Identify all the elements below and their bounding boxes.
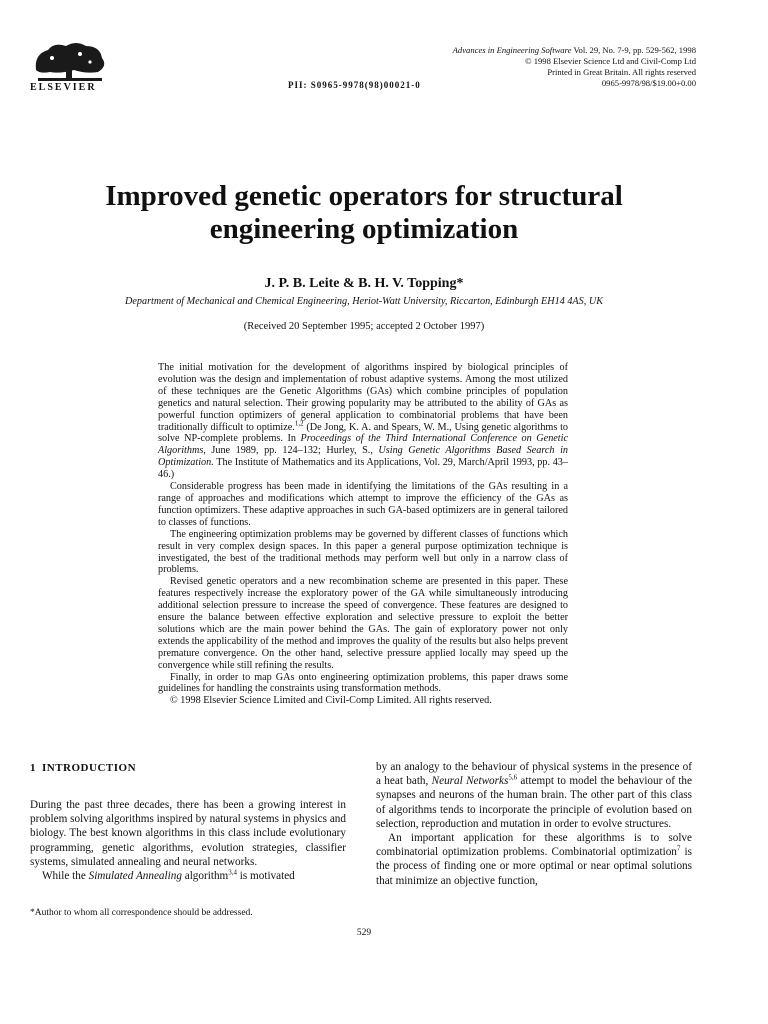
title-line-2: engineering optimization (209, 213, 519, 245)
abstract-paragraph-5: Finally, in order to map GAs onto engineering optimization problems, this paper draws some guidelines for handling the constraints using transformation methods. (158, 671, 568, 695)
abstract (158, 362, 568, 707)
pii-code: PII: S0965-9978(98)00021-0 (288, 80, 421, 90)
journal-issn: 0965-9978/98/$19.00+0.00 (601, 78, 696, 88)
received-dates: (Received 20 September 1995; accepted 2 October 1997) (243, 321, 485, 332)
abstract-paragraph-2: Considerable progress has been made in identifying the limitations of the GAs resulting in a range of approaches and modifications which attempt to improve the efficiency of the GAs as function optimizers. These adaptive approaches in such GA-based optimizers are in general tailored to classes of functions. (158, 481, 568, 528)
author-footnote: *Author to whom all correspondence should be addressed. (30, 908, 253, 918)
section-heading (30, 762, 136, 774)
section-title: INTRODUCTION (42, 762, 137, 774)
abstract-copyright: © 1998 Elsevier Science Limited and Civil-Comp Limited. All rights reserved. (170, 695, 492, 707)
authors: J. P. B. Leite & B. H. V. Topping* (264, 276, 464, 291)
right-column (376, 760, 692, 888)
journal-info (356, 45, 696, 89)
title-line-1: Improved genetic operators for structural (105, 180, 623, 212)
journal-printed: Printed in Great Britain. All rights reserved (547, 67, 696, 77)
journal-copyright: © 1998 Elsevier Science Ltd and Civil-Comp Ltd (525, 56, 696, 66)
intro-paragraph-1: During the past three decades, there has been a growing interest in problem solving algorithms inspired by natural systems in physics and biology. The best known algorithms in this class include evolutionary programming, genetic algorithms, evolution strategies, classifier systems, simulated annealing and neural networks. (30, 799, 346, 868)
intro-paragraph-4: An important application for these algorithms is to solve combinatorial optimization problems. Combinatorial optimization$^7$ is the process of finding one or more optimal or near optimal solutions that minimize an objective function, (376, 832, 692, 887)
abstract-paragraph-1: The initial motivation for the development of algorithms inspired by biological principles of evolution was the design and implementation of robust adaptive systems. Among the most utilized of these techniques are the Genetic Algorithms (GAs) which combine principles of population genetics and natural selection. Their growing popularity may be attributed to the ability of GAs as powerful function optimizers of general application to combinatorial problems that have been traditionally difficult to optimize.$^{1,2}$ (De Jong, K. A. and Spears, W. M., Using genetic algorithms to solve NP-complete problems. In Proceedings of the Third International Conference on Genetic Algorithms, June 1989, pp. 124–132; Hurley, S., Using Genetic Algorithms Based Search in Optimization. The Institute of Mathematics and its Applications, Vol. 29, March/April 1993, pp. 43–46.) (158, 362, 569, 481)
intro-paragraph-2: While the Simulated Annealing algorithm$^{3,4}$ is motivated (42, 868, 295, 883)
abstract-paragraph-3: The engineering optimization problems may be governed by different classes of functions which result in very complex design spaces. In this paper a general purpose optimization technique is investigated, the best of the traditional methods may perform well but only in a narrow class of problems. (158, 528, 568, 576)
journal-name: Advances in Engineering Software (452, 45, 572, 55)
page-number: 529 (356, 928, 372, 938)
paper-title (0, 180, 728, 246)
journal-volume: Vol. 29, No. 7-9, pp. 529-562, 1998 (571, 45, 696, 55)
abstract-paragraph-4: Revised genetic operators and a new recombination scheme are presented in this paper. These features respectively increase the exploratory power of the GA while simultaneously introducing additional selection pressure to increase the speed of convergence. These features are designed to ensure the balance between effective exploration and selective pressure to exploit the better solutions which are the main power behind the GAs. The gain of exploratory power not only extends the applicability of the method and improves the quality of the results but also helps prevent premature convergence. On the other hand, selective pressure applied locally may speed up the convergence while still refining the results. (158, 576, 568, 671)
left-column (30, 798, 346, 883)
section-number: 1 (30, 762, 36, 774)
intro-paragraph-3: by an analogy to the behaviour of physical systems in the presence of a heat bath, Neural Networks$^{5,6}$ attempt to model the behaviour of the synapses and neurons of the human brain. The other part of this class of algorithms tends to incorporate the principle of evolution based on selection, reproduction and mutation in order to evolve structures. (376, 761, 692, 830)
affiliation: Department of Mechanical and Chemical Engineering, Heriot-Watt University, Riccarton, Edinburgh EH14 4AS, UK (125, 296, 603, 307)
publisher-name: ELSEVIER (30, 82, 97, 93)
